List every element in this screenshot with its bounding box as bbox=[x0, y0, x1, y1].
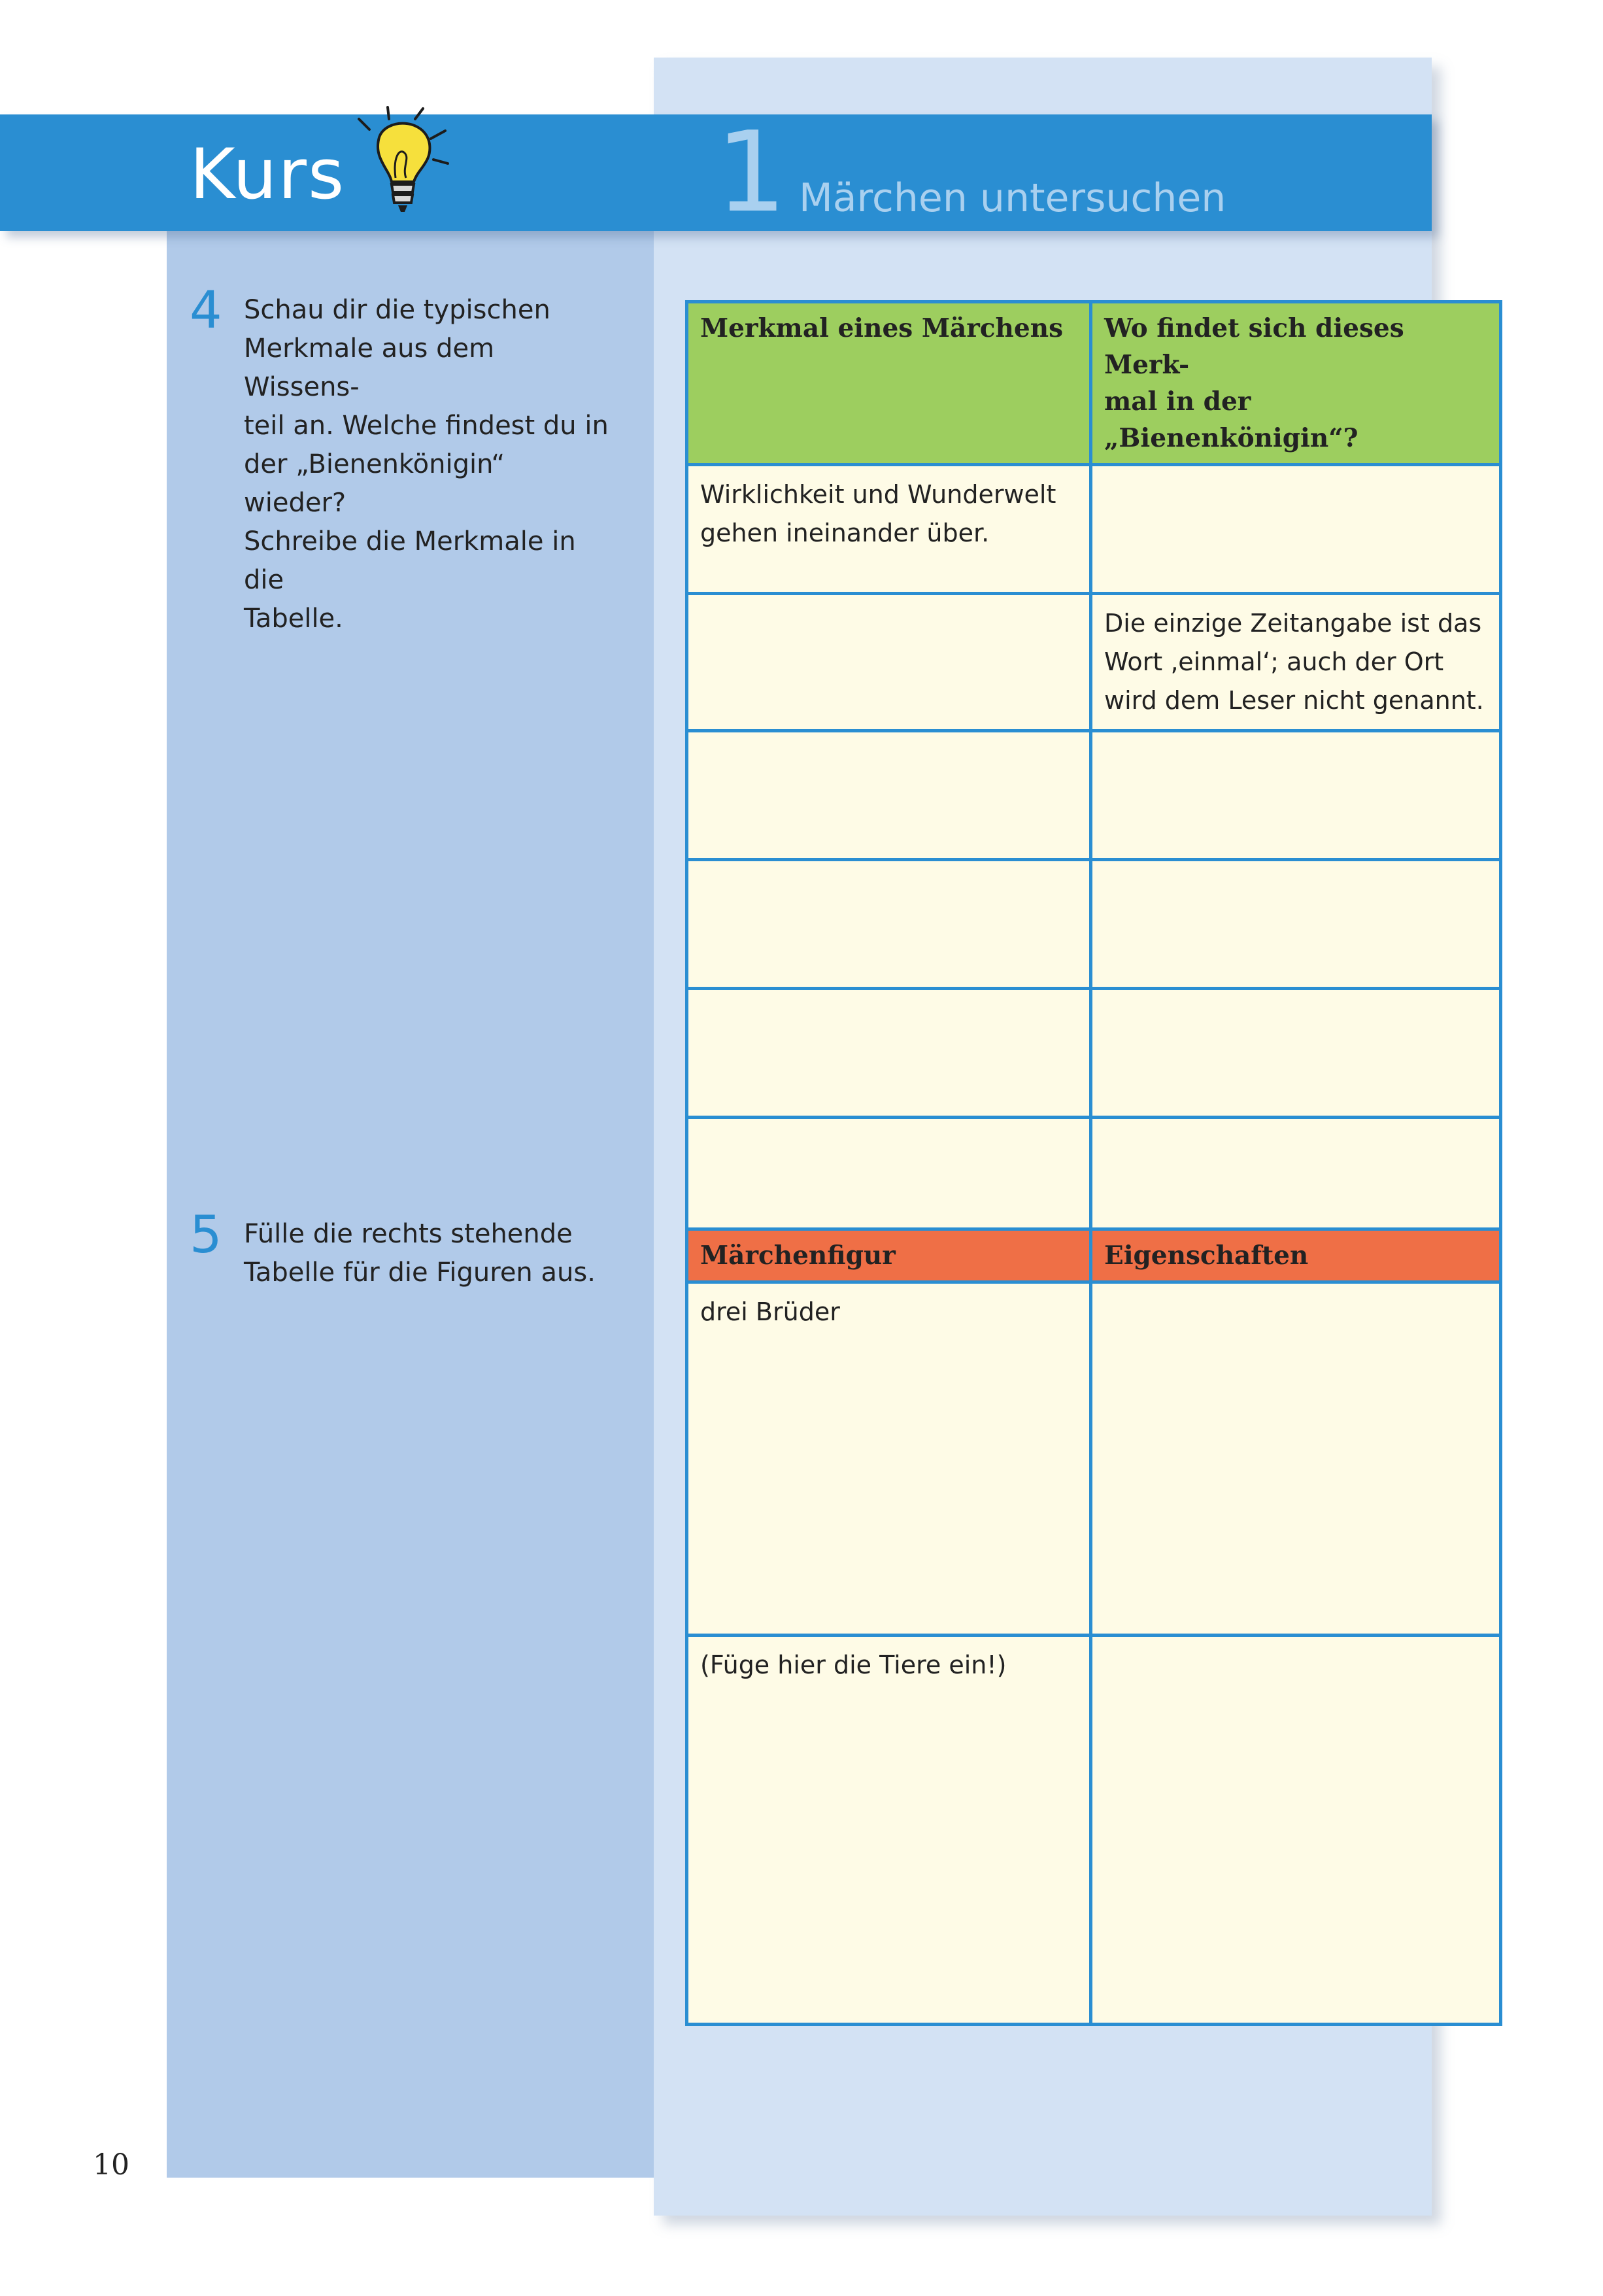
location-cell[interactable] bbox=[1091, 465, 1501, 594]
feature-cell[interactable] bbox=[687, 1118, 1091, 1246]
task-4-number: 4 bbox=[190, 281, 222, 340]
feature-cell[interactable] bbox=[687, 989, 1091, 1118]
features-table-header-location: Wo findet sich dieses Merk- mal in der „Bienenkönigin“? bbox=[1091, 302, 1501, 465]
feature-cell[interactable] bbox=[687, 594, 1091, 731]
features-table-header-feature: Merkmal eines Märchens bbox=[687, 302, 1091, 465]
feature-cell[interactable] bbox=[687, 731, 1091, 860]
characters-table bbox=[685, 1227, 1502, 2026]
chapter-title: Märchen untersuchen bbox=[799, 175, 1226, 221]
characters-table-header-traits: Eigenschaften bbox=[1091, 1229, 1501, 1282]
location-cell[interactable] bbox=[1091, 1118, 1501, 1246]
location-cell[interactable] bbox=[1091, 989, 1501, 1118]
task-4-instructions: Schau dir die typischen Merkmale aus dem Wissens- teil an. Welche findest du in der „Bienenkönigin“ wieder? Schreibe die Merkmale in die Tabelle. bbox=[244, 295, 609, 634]
task-5-number: 5 bbox=[190, 1206, 222, 1265]
features-table bbox=[685, 300, 1502, 1248]
page-number: 10 bbox=[93, 2148, 129, 2182]
location-cell[interactable]: Die einzige Zeitangabe ist das Wort ‚einmal‘; auch der Ort wird dem Leser nicht genannt. bbox=[1091, 594, 1501, 731]
lightbulb-icon bbox=[350, 105, 454, 216]
task-5-instructions: Fülle die rechts stehende Tabelle für die Figuren aus. bbox=[244, 1219, 596, 1288]
characters-table-header-figure: Märchenfigur bbox=[687, 1229, 1091, 1282]
course-label: Kurs bbox=[190, 134, 346, 214]
character-cell[interactable]: drei Brüder bbox=[687, 1282, 1091, 1636]
location-cell[interactable] bbox=[1091, 860, 1501, 989]
location-cell[interactable] bbox=[1091, 731, 1501, 860]
feature-cell[interactable]: Wirklichkeit und Wunderwelt gehen ineinander über. bbox=[687, 465, 1091, 594]
character-cell[interactable]: (Füge hier die Tiere ein!) bbox=[687, 1636, 1091, 2025]
chapter-number: 1 bbox=[716, 108, 787, 237]
feature-cell[interactable] bbox=[687, 860, 1091, 989]
traits-cell[interactable] bbox=[1091, 1282, 1501, 1636]
traits-cell[interactable] bbox=[1091, 1636, 1501, 2025]
